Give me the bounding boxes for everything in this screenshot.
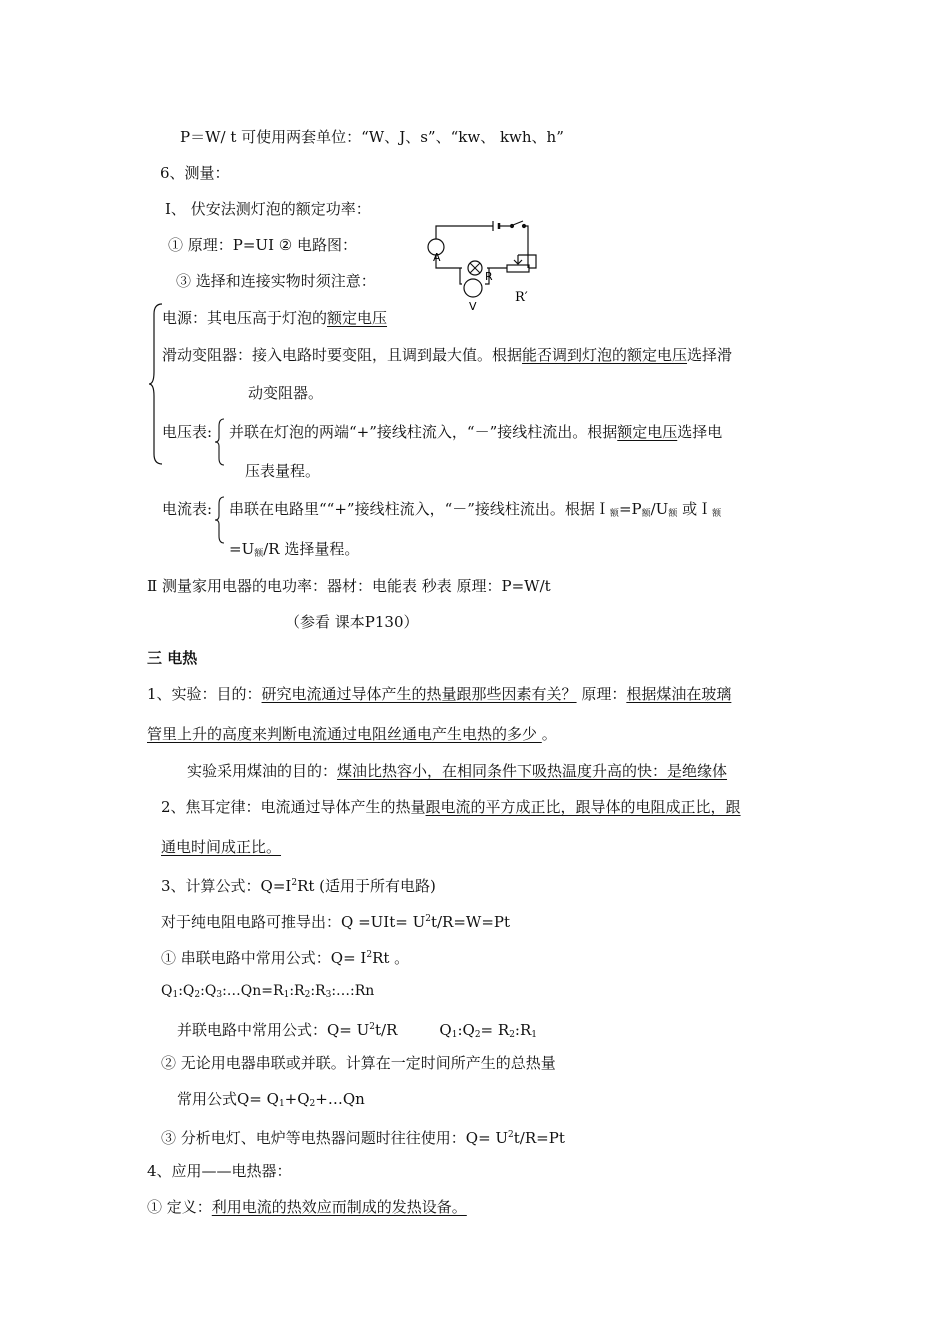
ammeter-label: 电流表: [162, 500, 213, 518]
experiment-line-cont: 管里上升的高度来判断电流通过电阻丝通电产生电热的多少 。 [147, 725, 557, 743]
pure-resistor-line: 对于纯电阻电路可推导出：$Q =UIt= U^2t/R=W=Pt$ [161, 913, 511, 931]
heading-measurement: 6、测量： [160, 164, 230, 182]
circuit-diagram [425, 218, 540, 318]
voltmeter-line: 并联在灯泡的两端“+”接线柱流入，“－”接线柱流出。根据额定电压选择电 [229, 423, 723, 441]
rheostat-line: 滑动变阻器：接入电路时要变阻，且调到最大值。根据能否调到灯泡的额定电压选择滑 [162, 346, 733, 364]
rheostat-line-cont: 动变阻器。 [248, 384, 324, 402]
ammeter-brace [214, 496, 226, 544]
joule-law-line-cont: 通电时间成正比。 [161, 838, 282, 856]
principle-line: ① 原理：P=UI ② 电路图： [168, 236, 357, 254]
rheostat-label: R′ [515, 290, 528, 305]
ammeter-icon [428, 239, 444, 264]
parallel-formula-line: 并联电路中常用公式：$Q= U^2t/R$ $Q_1:Q_2=$ $R_2:R_1$ [177, 1021, 538, 1040]
series-formula-line: ① 串联电路中常用公式：$Q= I^2Rt$ 。 [161, 949, 410, 967]
section-heading-heat: 三 电热 [147, 649, 198, 667]
svg-text:V: V [469, 300, 477, 313]
total-heat-line: ② 无论用电器串联或并联。计算在一定时间所产生的总热量 [161, 1054, 556, 1072]
svg-text:R: R [485, 270, 493, 283]
power-source-line: 电源：其电压高于灯泡的额定电压 [162, 309, 388, 327]
voltmeter-label: 电压表: [162, 423, 213, 441]
unit-line: P＝W/ t 可使用两套单位：“W、J、s”、“kw、 kwh、h” [180, 128, 564, 146]
joule-law-line: 2、焦耳定律：电流通过导体产生的热量跟电流的平方成正比，跟导体的电阻成正比，跟 [161, 798, 741, 816]
definition-line: ① 定义：利用电流的热效应而制成的发热设备。 [147, 1198, 467, 1216]
heater-formula-line: ③ 分析电灯、电炉等电热器问题时往往使用：$Q= U^2t/R=Pt$ [161, 1129, 565, 1147]
kerosene-line: 实验采用煤油的目的：煤油比热容小，在相同条件下吸热温度升高的快：是绝缘体 [187, 762, 728, 780]
voltmeter-icon [464, 279, 482, 313]
svg-text:A: A [433, 251, 441, 264]
household-power-line: Ⅱ 测量家用电器的电功率：器材：电能表 秒表 原理：P=W/t [147, 577, 551, 595]
series-ratio-line: $Q_1:Q_2:Q_3:\dots Qn=R_1:R_2:R_3:\dots:Rn$ [161, 983, 375, 1000]
voltmeter-line-cont: 压表量程。 [245, 462, 321, 480]
voltmeter-brace [214, 418, 226, 466]
ammeter-line: 串联在电路里““+”接线柱流入，“－”接线柱流出。根据$I_额=P_额/U_额$ 或Ｉ$_额$ [229, 500, 722, 519]
experiment-line: 1、实验：目的：研究电流通过导体产生的热量跟那些因素有关？ 原理：根据煤油在玻璃 [147, 685, 732, 703]
textbook-ref: （参看 课本P130） [285, 613, 419, 631]
application-heading: 4、应用——电热器： [147, 1162, 292, 1180]
notes-line: ③ 选择和连接实物时须注意： [176, 272, 376, 290]
total-heat-formula: 常用公式$Q= Q_1+Q_2+\dots Qn$ [177, 1090, 365, 1109]
heading-voltammetry: Ⅰ、 伏安法测灯泡的额定功率： [165, 200, 371, 218]
ammeter-line-cont: $=U_额/R$ 选择量程。 [229, 540, 360, 559]
formula-line: 3、计算公式：$Q=I^2Rt$ (适用于所有电路) [161, 877, 436, 895]
